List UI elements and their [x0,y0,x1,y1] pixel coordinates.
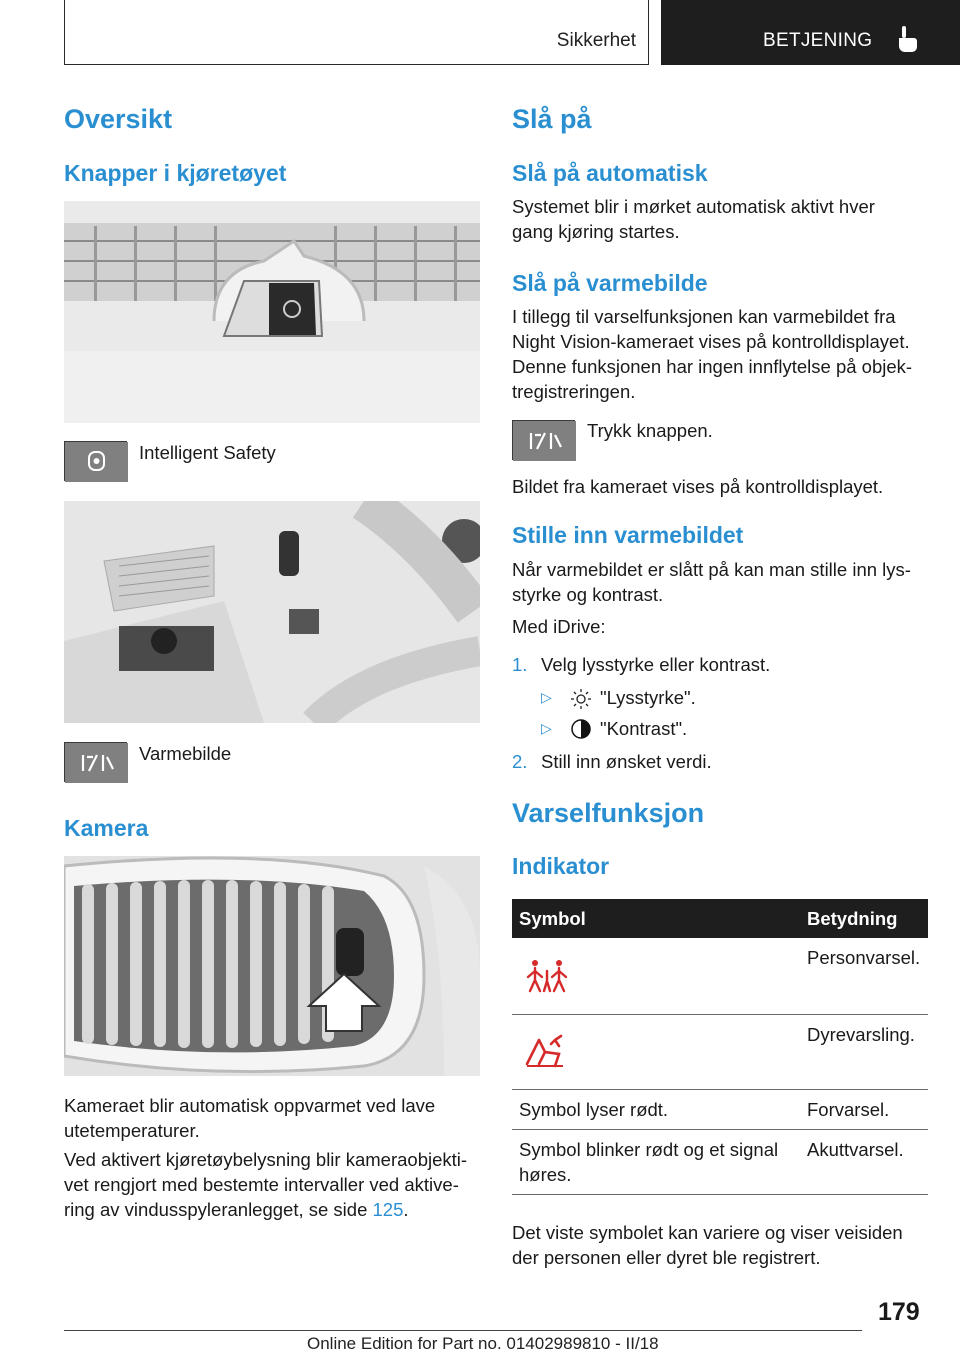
buttons-heading: Knapper i kjøretøyet [64,160,287,186]
intelligent-safety-button-icon [64,441,127,481]
hand-pointer-icon [896,26,918,52]
thermal-button-icon [512,420,575,460]
with-idrive: Med iDrive: [512,616,606,637]
adjust-text: Når varmebildet er slått på kan man stille inn lysstyrke og kontrast. [512,559,911,605]
table-note: Det viste symbolet kan variere og viser veisiden der personen eller dyret ble registrert. [512,1222,903,1268]
thermal-heading: Slå på varmebilde [512,270,708,296]
grille-camera-photo [64,856,480,1076]
table-row [512,1089,928,1129]
warning-function-title: Varselfunksjon [512,798,705,828]
thermal-image-button-icon [64,742,127,782]
indicator-table [512,899,928,1195]
step-1-number: 1. [512,654,528,675]
press-button-text: Trykk knappen. [587,420,713,441]
table-header-row [512,899,928,938]
contrast-icon [570,718,592,740]
step-1-text: Velg lysstyrke eller kontrast. [541,654,771,675]
page-title: Oversikt [64,104,173,134]
auto-heading: Slå på automatisk [512,160,708,186]
table-cell-meaning: Personvarsel. [800,938,928,1014]
caption-intelligent-safety: Intelligent Safety [139,442,276,463]
header-chapter-box [661,0,960,65]
table-cell-symbol: Symbol blinker rødt og et signal høres. [512,1129,800,1194]
camera-paragraph-1: Kameraet blir automatisk oppvarmet ved lave utetemperaturer. [64,1095,436,1141]
footer-divider [64,1330,862,1331]
sub-bullet-1-text: "Lysstyrke". [600,687,696,708]
dashboard-photo [64,501,480,723]
camera-paragraph-2-end: . [403,1199,409,1220]
adjust-heading: Stille inn varmebildet [512,522,744,548]
step-2-text: Still inn ønsket verdi. [541,751,712,772]
brightness-icon [570,688,592,710]
pedestrians-icon [523,959,571,993]
header-section-box [64,0,649,65]
table-cell-symbol [512,938,800,1014]
caption-thermal-image: Varmebilde [139,743,232,764]
table-row [512,1129,928,1194]
table-cell-meaning: Akuttvarsel. [800,1129,928,1194]
table-header-symbol: Symbol [512,899,800,938]
footer-edition: Online Edition for Part no. 01402989810 - II/18 [307,1334,659,1353]
vehicle-buttons-photo [64,201,480,423]
step-2-number: 2. [512,751,528,772]
camera-paragraph-2-text: Ved aktivert kjøretøybelysning blir kameraobjektivet rengjort med bestemte intervaller ved aktivering av vindusspyleranlegget, se side [64,1149,468,1220]
switch-on-title: Slå på [512,104,592,134]
table-header-meaning: Betydning [800,899,928,938]
table-cell-meaning: Dyrevarsling. [800,1014,928,1089]
page-number: 179 [878,1298,920,1326]
camera-paragraph-2 [64,1147,480,1222]
header-section: Sikkerhet [556,30,636,51]
camera-heading: Kamera [64,815,149,841]
sub-bullet-2-text: "Kontrast". [600,718,688,739]
indicator-heading: Indikator [512,853,610,879]
deer-icon [525,1034,565,1068]
image-shown-text: Bildet fra kameraet vises på kontrolldisplayet. [512,476,884,497]
table-row [512,1014,928,1089]
sub-bullet-1-marker: ▷ [541,689,552,705]
table-cell-symbol [512,1014,800,1089]
thermal-text: I tillegg til varselfunksjonen kan varmebildet fra Night Vision-kameraet vises på kontrolldisplayet. Denne funksjonen har ingen innflytelse på objektregistreringen. [512,306,913,402]
auto-text: Systemet blir i mørket automatisk aktivt hver gang kjøring startes. [512,196,875,242]
table-row [512,938,928,1014]
table-cell-symbol: Symbol lyser rødt. [512,1089,800,1129]
table-cell-meaning: Forvarsel. [800,1089,928,1129]
page-link-125[interactable]: 125 [372,1199,404,1220]
header-chapter: BETJENING [763,30,873,51]
sub-bullet-2-marker: ▷ [541,720,552,736]
